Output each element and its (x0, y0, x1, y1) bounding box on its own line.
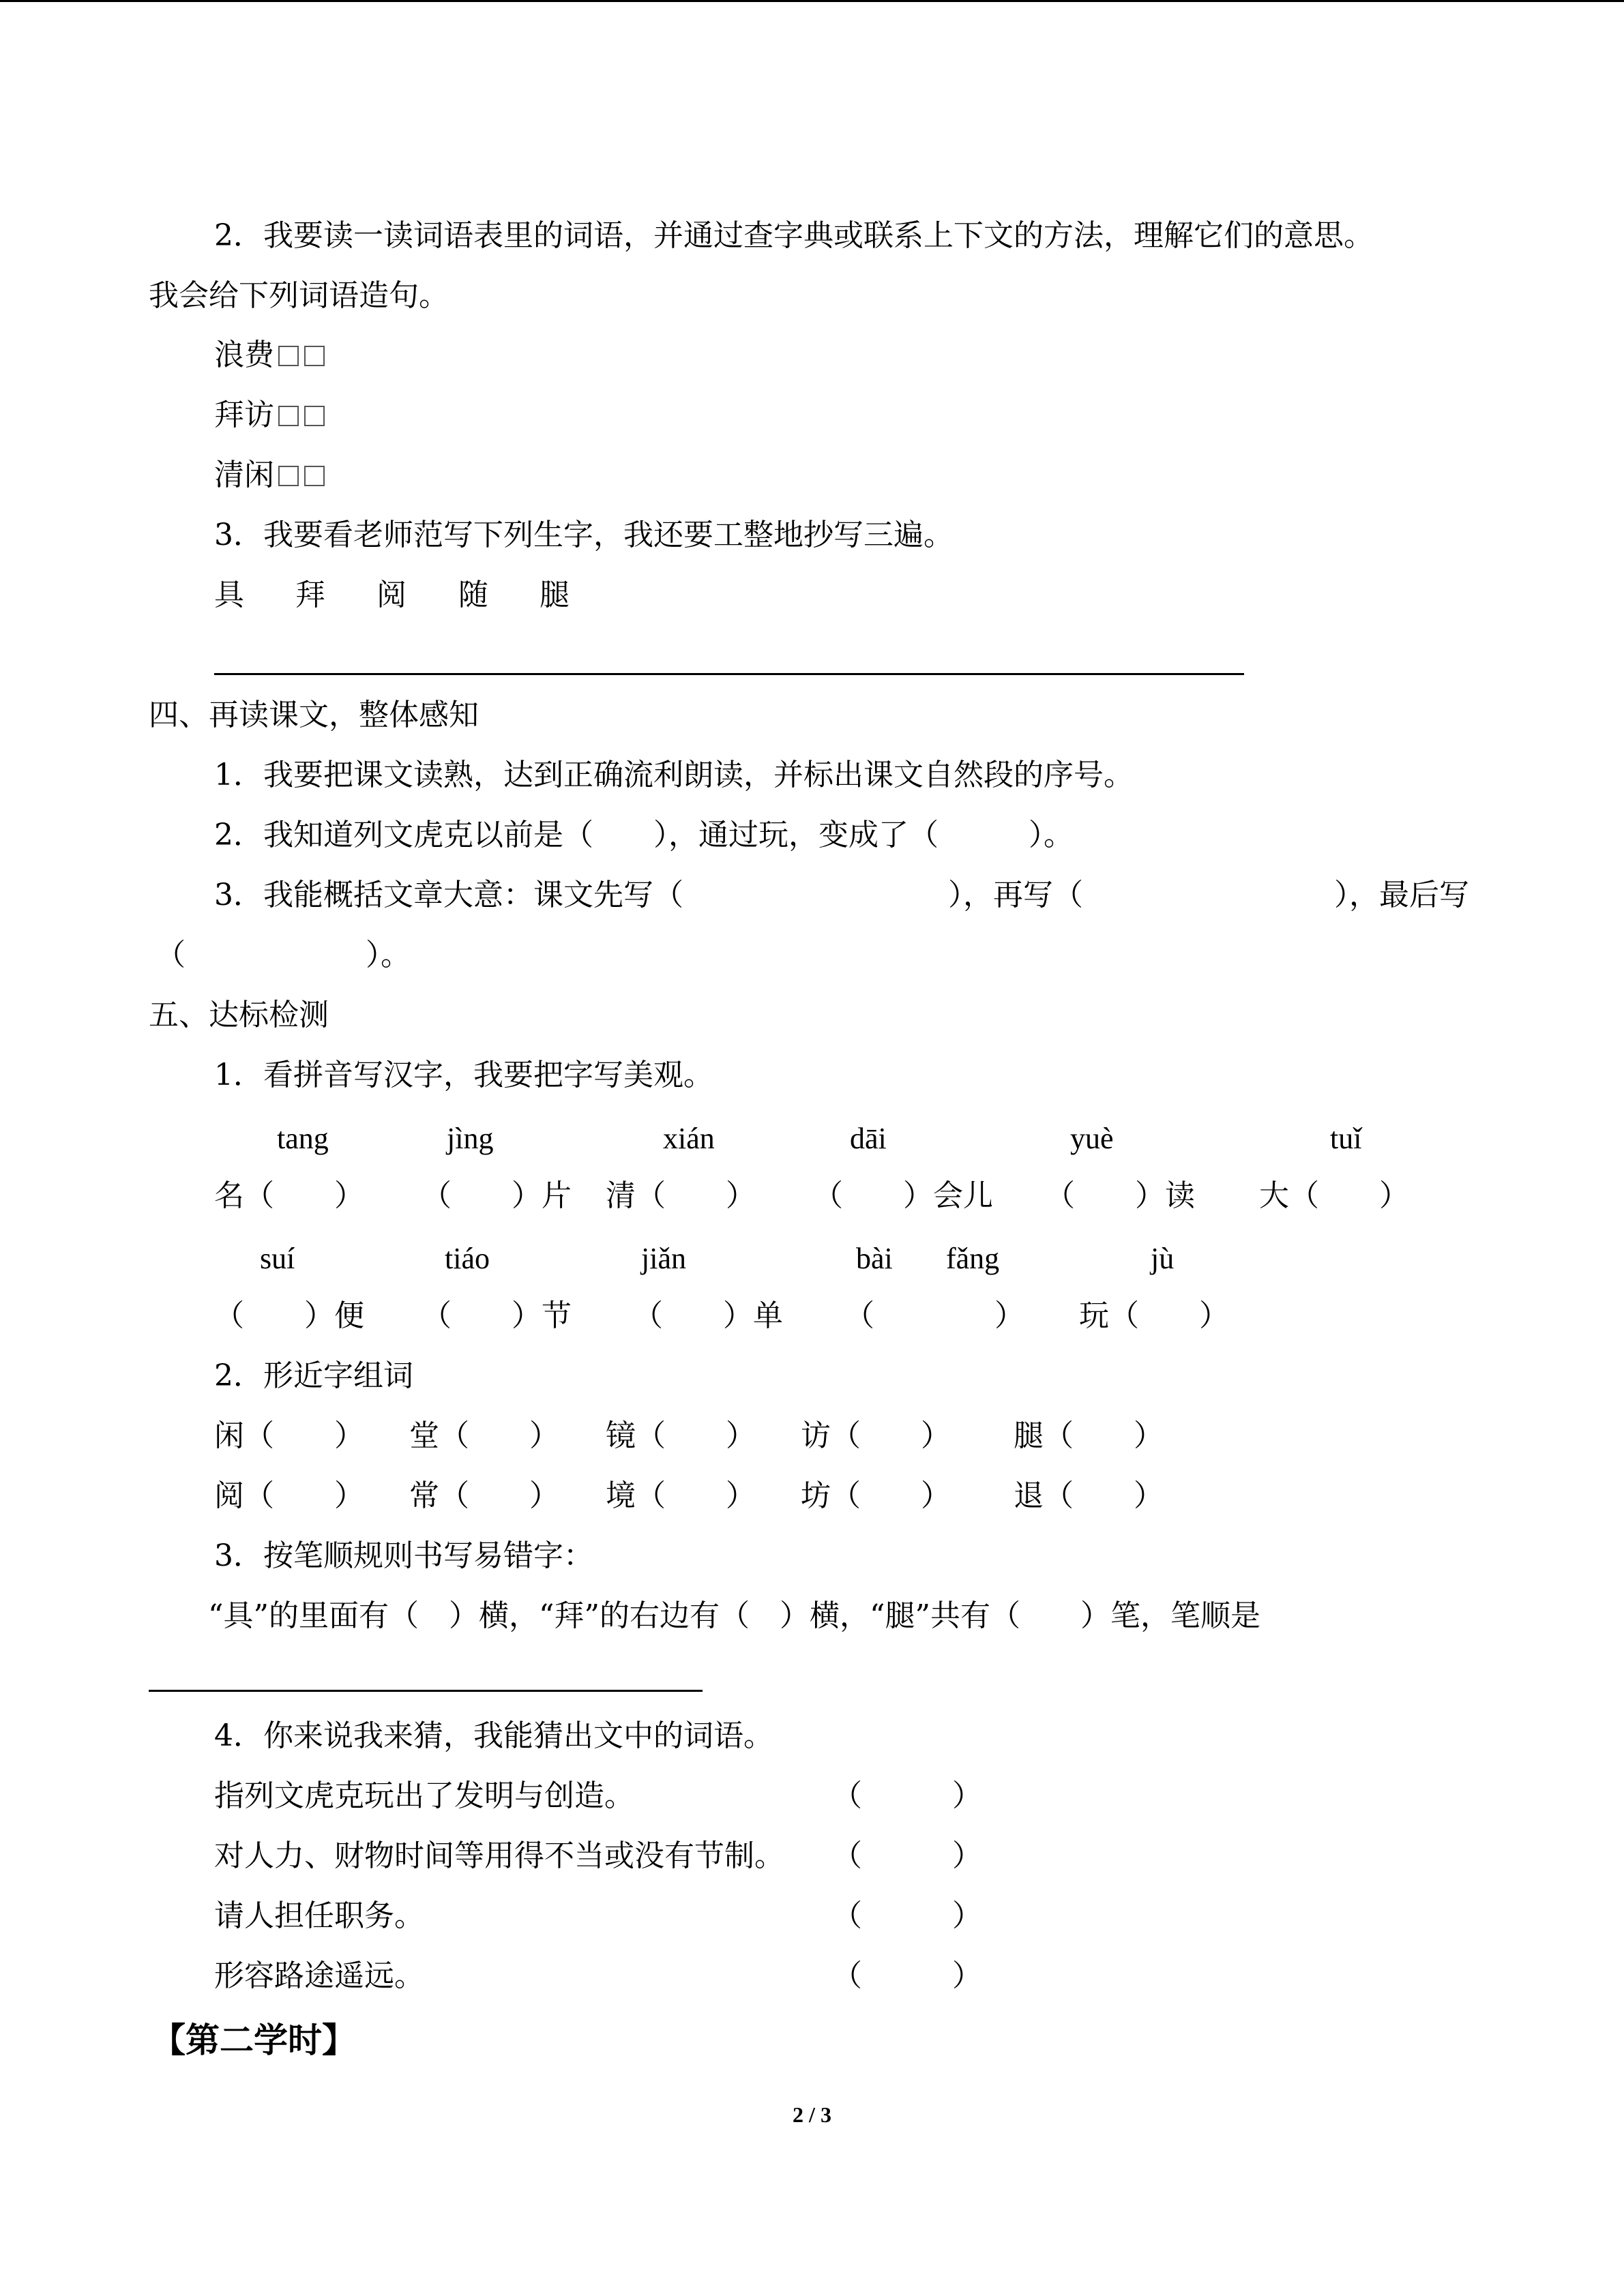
section5-item4: 4．你来说我来猜，我能猜出文中的词语。 (214, 1718, 773, 1753)
similar-char: 境（ ） (606, 1478, 756, 1513)
stroke-order-answer-line (149, 1690, 703, 1692)
page-top-border (0, 0, 1624, 2)
pinyin: bài (856, 1242, 893, 1275)
stroke-order-question: “具”的里面有（ ）横，“拜”的右边有（ ）横，“腿”共有（ ）笔，笔顺是 (208, 1598, 1260, 1633)
pinyin-answer: 清（ ） (606, 1178, 756, 1213)
word-boxes (274, 455, 325, 496)
word-boxes (274, 335, 325, 376)
similar-char: 坊（ ） (801, 1478, 951, 1513)
pinyin: tiáo (445, 1242, 490, 1275)
item3-instruction: 3．我要看老师范写下列生字，我还要工整地抄写三遍。 (214, 518, 954, 552)
section4-item2: 2．我知道列文虎克以前是（ ），通过玩，变成了（ ）。 (214, 818, 1074, 852)
section4-heading: 四、再读课文，整体感知 (149, 698, 479, 732)
guess-blank: （ ） (832, 1958, 982, 1993)
guess-blank: （ ） (832, 1838, 982, 1873)
pinyin: yuè (1070, 1122, 1114, 1155)
pinyin: fǎng (946, 1242, 1000, 1275)
similar-char: 退（ ） (1014, 1478, 1164, 1513)
word-label: 浪费 (214, 338, 274, 372)
pinyin: dāi (850, 1122, 887, 1155)
pinyin-answer: （ ）节 (422, 1298, 572, 1333)
guess-clue: 请人担任职务。 (214, 1898, 424, 1933)
char-0: 具 (214, 578, 244, 612)
pinyin-answer: （ ） (844, 1298, 1024, 1333)
pinyin: xián (663, 1122, 715, 1155)
similar-char: 访（ ） (801, 1418, 951, 1453)
similar-char: 镜（ ） (606, 1418, 756, 1453)
word-label: 拜访 (214, 398, 274, 432)
pinyin-answer: （ ）片 (422, 1178, 572, 1213)
section5-heading: 五、达标检测 (149, 998, 329, 1032)
similar-char: 腿（ ） (1014, 1418, 1164, 1453)
word-row-2 (214, 455, 325, 496)
pinyin: tang (277, 1122, 329, 1155)
pinyin-answer: （ ）读 (1045, 1178, 1195, 1213)
guess-clue: 对人力、财物时间等用得不当或没有节制。 (214, 1838, 784, 1873)
section4-item3-c: ），最后写 (1334, 878, 1469, 912)
word-row-0 (214, 335, 325, 376)
pinyin-answer: 玩（ ） (1079, 1298, 1229, 1333)
similar-char: 堂（ ） (409, 1418, 559, 1453)
page-number: 2 / 3 (793, 2102, 831, 2127)
similar-char: 阅（ ） (214, 1478, 364, 1513)
section4-item1: 1．我要把课文读熟，达到正确流利朗读，并标出课文自然段的序号。 (214, 758, 1134, 792)
guess-clue: 指列文虎克玩出了发明与创造。 (214, 1778, 634, 1813)
char-4: 腿 (540, 578, 570, 612)
copy-line (214, 673, 1244, 675)
next-lesson-heading: 【第二学时】 (151, 2020, 356, 2060)
pinyin: tuǐ (1330, 1122, 1362, 1155)
pinyin-answer: （ ）单 (633, 1298, 783, 1333)
similar-char: 闲（ ） (214, 1418, 364, 1453)
section5-item3: 3．按笔顺规则书写易错字： (214, 1538, 593, 1573)
guess-blank: （ ） (832, 1778, 982, 1813)
pinyin-answer: （ ）会儿 (813, 1178, 993, 1213)
word-label: 清闲 (214, 458, 274, 492)
pinyin: jiǎn (641, 1242, 686, 1275)
guess-clue: 形容路途遥远。 (214, 1958, 424, 1993)
pinyin: suí (260, 1242, 295, 1275)
pinyin-answer: 大（ ） (1259, 1178, 1409, 1213)
pinyin-answer: 名（ ） (214, 1178, 364, 1213)
word-boxes (274, 395, 325, 436)
guess-blank: （ ） (832, 1898, 982, 1933)
section5-item2: 2．形近字组词 (214, 1358, 413, 1393)
char-3: 随 (458, 578, 488, 612)
word-row-1 (214, 395, 325, 436)
similar-char: 常（ ） (409, 1478, 559, 1513)
section4-item3-b: ），再写（ (948, 878, 1083, 912)
section4-item3-line2: （ ）。 (156, 938, 411, 972)
pinyin: jìng (447, 1122, 494, 1155)
char-1: 拜 (295, 578, 325, 612)
pinyin: jù (1151, 1242, 1175, 1275)
char-2: 阅 (377, 578, 407, 612)
pinyin-answer: （ ）便 (214, 1298, 364, 1333)
section4-item3-a: 3．我能概括文章大意：课文先写（ (214, 878, 683, 912)
item2-line1: 2．我要读一读词语表里的词语，并通过查字典或联系上下文的方法，理解它们的意思。 (214, 218, 1374, 253)
item2-line2: 我会给下列词语造句。 (149, 278, 449, 313)
section5-item1: 1．看拼音写汉字，我要把字写美观。 (214, 1058, 713, 1092)
